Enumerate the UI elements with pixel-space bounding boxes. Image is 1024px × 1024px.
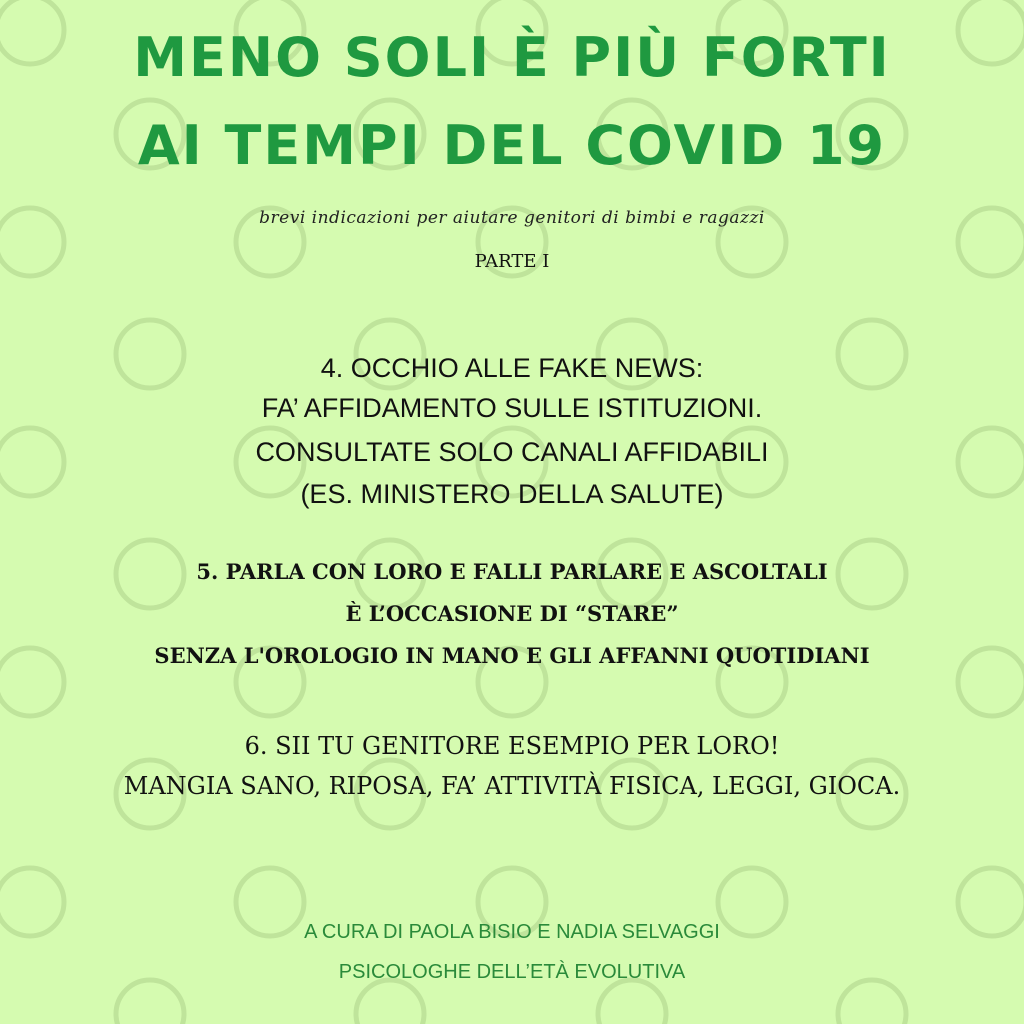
tip-5-line-3: SENZA L'OROLOGIO IN MANO E GLI AFFANNI QUOTIDIANI — [154, 643, 870, 668]
credit-role: PSICOLOGHE DELL’ETÀ EVOLUTIVA — [338, 961, 686, 983]
tip-6-line-1: 6. SII TU GENITORE ESEMPIO PER LORO! — [244, 732, 780, 760]
part-label: PARTE I — [474, 251, 550, 272]
tip-6-line-2: MANGIA SANO, RIPOSA, FA’ ATTIVITÀ FISICA, LEGGI, GIOCA. — [123, 772, 901, 800]
tip-4-line-2: FA’ AFFIDAMENTO SULLE ISTITUZIONI. — [261, 393, 763, 423]
subtitle: brevi indicazioni per aiutare genitori di bimbi e ragazzi — [259, 208, 765, 228]
credit-authors: A CURA DI PAOLA BISIO E NADIA SELVAGGI — [304, 921, 720, 943]
tip-5-line-1: 5. PARLA CON LORO E FALLI PARLARE E ASCOLTALI — [196, 559, 828, 584]
title-line-1: MENO SOLI È PIÙ FORTI — [133, 26, 891, 89]
tip-5-line-2: È L’OCCASIONE DI “STARE” — [345, 601, 679, 626]
title-line-2: AI TEMPI DEL COVID 19 — [137, 114, 887, 177]
tip-4-line-1: 4. OCCHIO ALLE FAKE NEWS: — [320, 353, 704, 383]
tip-4-line-3: CONSULTATE SOLO CANALI AFFIDABILI — [255, 437, 769, 467]
tip-4-line-4: (ES. MINISTERO DELLA SALUTE) — [300, 479, 724, 509]
